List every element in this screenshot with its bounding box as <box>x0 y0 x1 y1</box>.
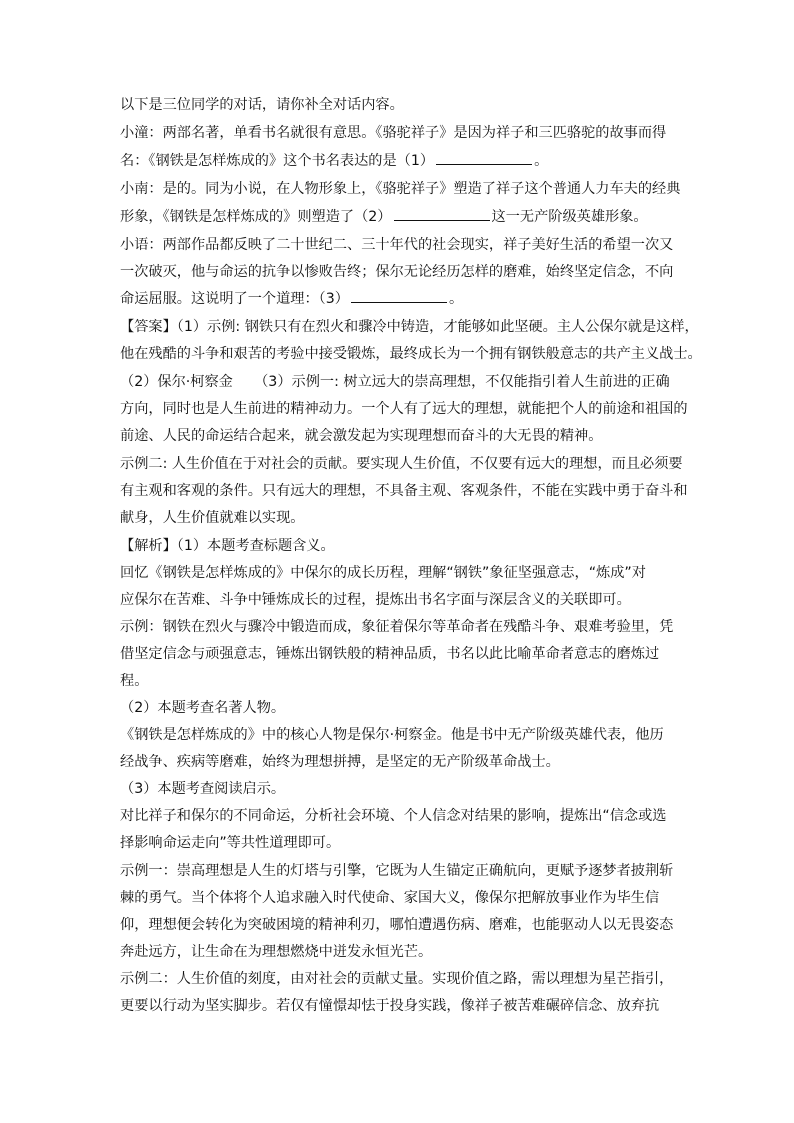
analysis-line: 仰，理想便会转化为突破困境的精神利刃，哪怕遭遇伤病、磨难，也能驱动人以无畏姿态 <box>120 917 674 933</box>
answer-line: 献身，人生价值就难以实现。 <box>120 510 305 526</box>
dialogue-line: 形象，《钢铁是怎样炼成的》则塑造了（2） 这一无产阶级英雄形象。 <box>120 209 648 225</box>
analysis-line: 回忆《钢铁是怎样炼成的》中保尔的成长历程，理解“钢铁”象征坚强意志，“炼成”对 <box>120 565 646 581</box>
answer-line: 他在残酷的斗争和艰苦的考验中接受锻炼，最终成长为一个拥有钢铁般意志的共产主义战士。 <box>120 346 702 362</box>
analysis-line: 示例一：崇高理想是人生的灯塔与引擎，它既为人生锚定正确航向，更赋予逐梦者披荆斩 <box>120 863 674 879</box>
analysis-line: （3）本题考查阅读启示。 <box>120 781 286 797</box>
answer-line: 有主观和客观的条件。只有远大的理想，不具备主观、客观条件，不能在实践中勇于奋斗和 <box>120 483 688 499</box>
analysis-line: （2）本题考查名著人物。 <box>120 700 286 716</box>
dialogue-line: 名：《钢铁是怎样炼成的》这个书名表达的是（1） 。 <box>120 153 549 169</box>
analysis-line: 示例二：人生价值的刻度，由对社会的贡献丈量。实现价值之路，需以理想为星芒指引， <box>120 971 674 987</box>
answer-line: 方向，同时也是人生前进的精神动力。一个人有了远大的理想，就能把个人的前途和祖国的 <box>120 401 688 417</box>
analysis-line: 【解析】（1）本题考查标题含义。 <box>120 538 335 554</box>
analysis-line: 《钢铁是怎样炼成的》中的核心人物是保尔·柯察金。他是书中无产阶级英雄代表，他历 <box>120 727 664 743</box>
analysis-line: 对比祥子和保尔的不同命运，分析社会环境、个人信念对结果的影响，提炼出“信念或选 <box>120 808 667 824</box>
analysis-line: 借坚定信念与顽强意志，锤炼出钢铁般的精神品质，书名以此比喻革命者意志的磨炼过 <box>120 646 660 662</box>
dialogue-line: 小语：两部作品都反映了二十世纪二、三十年代的社会现实，祥子美好生活的希望一次又 <box>120 237 674 253</box>
dialogue-line: 命运屈服。这说明了一个道理：（3） 。 <box>120 291 464 307</box>
analysis-line: 示例：钢铁在烈火与骤冷中锻造而成，象征着保尔等革命者在残酷斗争、艰难考验里，凭 <box>120 619 674 635</box>
dialogue-line: 小潼：两部名著，单看书名就很有意思。《骆驼祥子》是因为祥子和三匹骆驼的故事而得 <box>120 125 667 141</box>
intro-line: 以下是三位同学的对话，请你补全对话内容。 <box>120 97 404 113</box>
analysis-line: 棘的勇气。当个体将个人追求融入时代使命、家国大义，像保尔把解放事业作为毕生信 <box>120 890 660 906</box>
dialogue-line: 小南：是的。同为小说，在人物形象上，《骆驼祥子》塑造了祥子这个普通人力车夫的经典 <box>120 181 681 197</box>
answer-line: （2）保尔·柯察金 （3）示例一: 树立远大的崇高理想，不仅能指引着人生前进的正确 <box>120 374 670 390</box>
analysis-line: 经战争、疾病等磨难，始终为理想拼搏，是坚定的无产阶级革命战士。 <box>120 754 560 770</box>
answer-blank-2 <box>394 208 490 221</box>
analysis-line: 程。 <box>120 673 149 689</box>
answer-blank-1 <box>436 152 532 165</box>
answer-line: 【答案】（1）示例: 钢铁只有在烈火和骤冷中铸造，才能够如此坚硬。主人公保尔就是这样， <box>120 319 699 335</box>
answer-line: 示例二: 人生价值在于对社会的贡献。要实现人生价值，不仅要有远大的理想，而且必须要 <box>120 456 683 472</box>
answer-blank-3 <box>351 290 447 303</box>
analysis-line: 更要以行动为坚实脚步。若仅有憧憬却怯于投身实践，像祥子被苦难碾碎信念、放弃抗 <box>120 998 660 1014</box>
analysis-line: 奔赴远方，让生命在为理想燃烧中迸发永恒光芒。 <box>120 944 433 960</box>
analysis-line: 应保尔在苦难、斗争中锤炼成长的过程，提炼出书名字面与深层含义的关联即可。 <box>120 592 631 608</box>
dialogue-line: 一次破灭，他与命运的抗争以惨败告终；保尔无论经历怎样的磨难，始终坚定信念，不向 <box>120 264 674 280</box>
answer-line: 前途、人民的命运结合起来，就会激发起为实现理想而奋斗的大无畏的精神。 <box>120 428 603 444</box>
analysis-line: 择影响命运走向”等共性道理即可。 <box>120 835 341 851</box>
